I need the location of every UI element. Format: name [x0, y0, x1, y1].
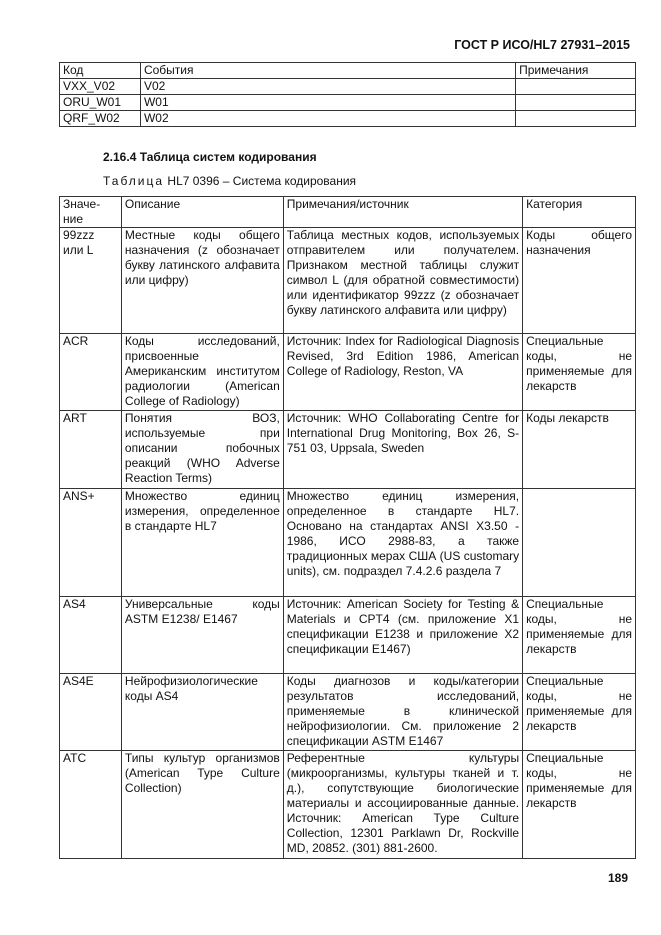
cell-note: [516, 95, 636, 111]
cell-category: Специальные коды, не применяемые для лекарств: [523, 597, 636, 674]
column-header-code: Код: [60, 63, 141, 79]
table-row: [60, 674, 636, 751]
table-row: [60, 334, 636, 411]
cell-note: Множество единиц измерения, определенное в стандарте HL7. Основано на стандартах ANSI X3.50 - 1986, ИСО 2988-83, а также традиционных мерах США (US customary units), см. подраздел 7.4.2.6 раздела 7: [283, 489, 522, 597]
cell-description: Типы культур организмов (American Type Culture Collection): [121, 751, 283, 859]
cell-value: ANS+: [60, 489, 122, 597]
column-header-value: Значе-ние: [60, 197, 122, 228]
cell-note: Источник: American Society for Testing & Materials и CPT4 (см. приложение X1 спецификации E1238 и приложение X2 спецификации E1467): [283, 597, 522, 674]
table-row: [60, 597, 636, 674]
coding-system-table: [59, 196, 636, 859]
table-header-row: [60, 197, 636, 228]
cell-note: Референтные культуры (микроорганизмы, культуры тканей и т. д.), сопутствующие биологические материалы и ассоциированные данные. Источник: American Type Culture Collection, 12301 Parklawn Dr, Rockville MD, 20852. (301) 881-2600.: [283, 751, 522, 859]
cell-description: Коды исследований, присвоенные Американским институтом радиологии (American College of Radiology): [121, 334, 283, 411]
section-heading: 2.16.4 Таблица систем кодирования: [103, 150, 317, 164]
column-header-note: Примечания/источник: [283, 197, 522, 228]
document-header: ГОСТ Р ИСО/HL7 27931–2015: [454, 38, 630, 52]
cell-description: Нейрофизиологические коды AS4: [121, 674, 283, 751]
cell-note: Коды диагнозов и коды/категории результатов исследований, применяемые в клинической нейрофизиологии. См. приложение 2 спецификации ASTM E1467: [283, 674, 522, 751]
column-header-notes: Примечания: [516, 63, 636, 79]
cell-code: QRF_W02: [60, 111, 141, 127]
cell-note: Источник: WHO Collaborating Centre for International Drug Monitoring, Box 26, S-751 03, Uppsala, Sweden: [283, 411, 522, 489]
table-row: [60, 111, 636, 127]
cell-category: Специальные коды, не применяемые для лекарств: [523, 751, 636, 859]
cell-event: V02: [140, 79, 515, 95]
cell-value: 99zzz или L: [60, 228, 122, 334]
cell-category: Специальные коды, не применяемые для лекарств: [523, 674, 636, 751]
table-row: [60, 79, 636, 95]
table-caption: [103, 174, 356, 188]
table-row: [60, 95, 636, 111]
cell-code: VXX_V02: [60, 79, 141, 95]
cell-category: Коды лекарств: [523, 411, 636, 489]
column-header-events: События: [140, 63, 515, 79]
cell-note: [516, 111, 636, 127]
cell-description: Местные коды общего назначения (z обозначает букву латинского алфавита или цифру): [121, 228, 283, 334]
page-number: 189: [607, 871, 628, 885]
cell-description: Множество единиц измерения, определенное в стандарте HL7: [121, 489, 283, 597]
cell-description: Понятия ВОЗ, используемые при описании побочных реакций (WHO Adverse Reaction Terms): [121, 411, 283, 489]
cell-value: AS4: [60, 597, 122, 674]
caption-prefix: Таблица: [103, 174, 165, 188]
cell-value: ACR: [60, 334, 122, 411]
cell-event: W02: [140, 111, 515, 127]
cell-value: ART: [60, 411, 122, 489]
table-row: [60, 489, 636, 597]
column-header-category: Категория: [523, 197, 636, 228]
table-row: [60, 228, 636, 334]
cell-note: [516, 79, 636, 95]
cell-code: ORU_W01: [60, 95, 141, 111]
cell-category: Специальные коды, не применяемые для лекарств: [523, 334, 636, 411]
cell-note: Таблица местных кодов, используемых отправителем или получателем. Признаком местной таблицы служит символ L (для обратной совместимости) или идентификатор 99zzz (z обозначает букву латинского алфавита или цифру): [283, 228, 522, 334]
cell-event: W01: [140, 95, 515, 111]
table-header-row: [60, 63, 636, 79]
table-row: [60, 751, 636, 859]
cell-value: AS4E: [60, 674, 122, 751]
events-table: [59, 62, 636, 127]
cell-note: Источник: Index for Radiological Diagnosis Revised, 3rd Edition 1986, American College of Radiology, Reston, VA: [283, 334, 522, 411]
cell-value: ATC: [60, 751, 122, 859]
cell-category: [523, 489, 636, 597]
cell-description: Универсальные коды ASTM E1238/ E1467: [121, 597, 283, 674]
table-row: [60, 411, 636, 489]
column-header-description: Описание: [121, 197, 283, 228]
cell-category: Коды общего назначения: [523, 228, 636, 334]
caption-text: HL7 0396 – Система кодирования: [167, 174, 357, 188]
